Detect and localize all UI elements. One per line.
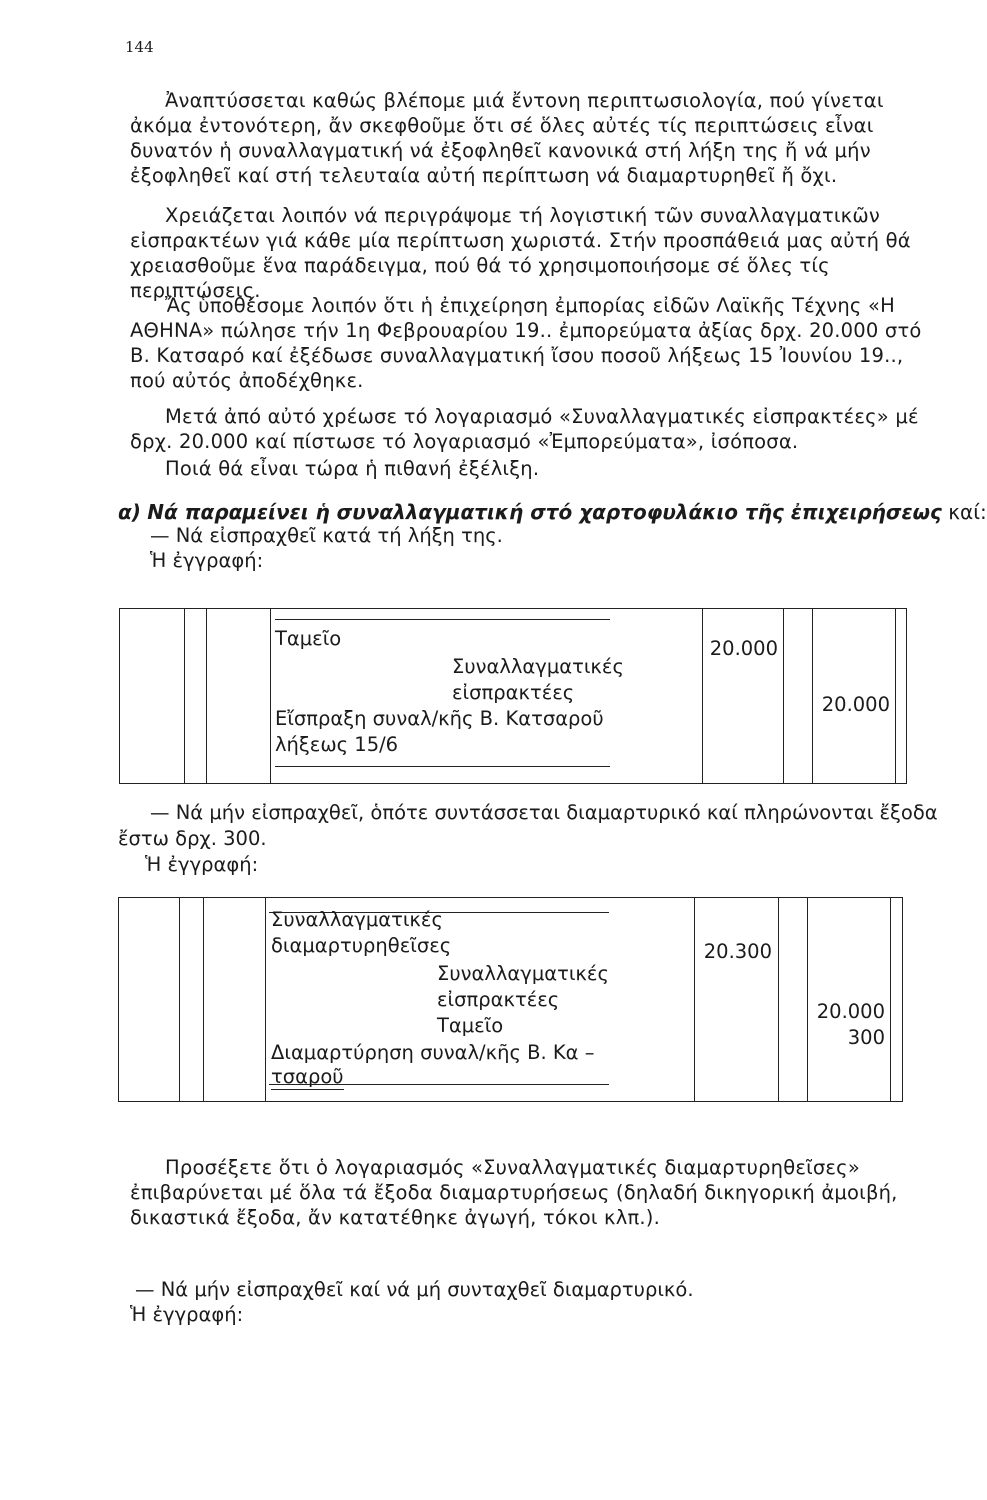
t2-narration-line1: Διαμαρτύρηση συναλ/κῆς Β. Κα – — [271, 1041, 595, 1064]
case-a-suffix: καί: — [941, 500, 987, 524]
paragraph-4: Μετά ἀπό αὐτό χρέωσε τό λογαριασμό «Συναλλαγματικές εἰσπρακτέες» μέ δρχ. 20.000 καί πίστωσε τό λογαριασμό «Ἐμπορεύματα», ἰσόποσα. — [130, 405, 919, 453]
t1-credit-account-line1: Συναλλαγματικές — [452, 655, 624, 678]
journal-entry-table-2 — [118, 897, 903, 1102]
journal-entry-table-1 — [119, 608, 907, 784]
case-a-heading — [118, 500, 987, 525]
case-a-sub1: — Νά εἰσπραχθεῖ κατά τή λήξη της. — [150, 524, 503, 547]
t1-narration-line1: Εἴσπραξη συναλ/κῆς Β. Κατσαροῦ — [275, 707, 604, 730]
t2-debit-amount: 20.300 — [703, 940, 772, 963]
entry-label-2: Ἡ ἐγγραφή: — [145, 853, 259, 876]
t2-debit-account-line1: Συναλλαγματικές — [271, 908, 443, 931]
t2-credit1-line2: εἰσπρακτέες — [437, 988, 560, 1011]
page-number: 144 — [125, 38, 154, 56]
case-a-title: Νά παραμείνει ἡ συναλλαγματική στό χαρτοφυλάκιο τῆς ἐπιχειρήσεως — [147, 500, 942, 524]
case-a-label: α) — [118, 500, 141, 524]
t1-credit-account-line2: εἰσπρακτέες — [452, 681, 575, 704]
t2-credit1-line1: Συναλλαγματικές — [437, 962, 609, 985]
t1-debit-amount: 20.000 — [709, 637, 778, 660]
paragraph-3: Ἄς ὑποθέσομε λοιπόν ὅτι ἡ ἐπιχείρηση ἐμπορίας εἰδῶν Λαϊκῆς Τέχνης «Η ΑΘΗΝΑ» πώλησε τήν 1η Φεβρουαρίου 19.. ἐμπορεύματα ἀξίας δρχ. 20.000 στό Β. Κατσαρό καί ἐξέδωσε συναλλαγματική ἴσου ποσοῦ λήξεως 15 Ἰουνίου 19.., πού αὐτός ἀποδέχθηκε. — [130, 294, 922, 392]
t2-credit-amount-1: 20.000 — [816, 1000, 885, 1023]
t2-credit2: Ταμεῖο — [437, 1014, 504, 1037]
paragraph-2: Χρειάζεται λοιπόν νά περιγράψομε τή λογιστική τῶν συναλλαγματικῶν εἰσπρακτέων γιά κάθε μία περίπτωση χωριστά. Στήν προσπάθειά μας αὐτή θά χρειασθοῦμε ἕνα παράδειγμα, πού θά τό χρησιμοποιήσομε σέ ὅλες τίς περιπτώσεις. — [130, 204, 911, 302]
paragraph-1: Ἀναπτύσσεται καθώς βλέπομε μιά ἔντονη περιπτωσιολογία, πού γίνεται ἀκόμα ἐντονότερη, ἄν σκεφθοῦμε ὅτι σέ ὅλες αὐτές τίς περιπτώσεις εἶναι δυνατόν ἡ συναλλαγματική νά ἐξοφληθεῖ κανονικά στή λήξη της ἤ νά μήν ἐξοφληθεῖ καί στή τελευταία αὐτή περίπτωση νά διαμαρτυρηθεῖ ἤ ὄχι. — [130, 89, 884, 187]
t2-narration-line2: τσαροῦ — [271, 1065, 344, 1088]
t1-narration-line2: λήξεως 15/6 — [275, 733, 399, 756]
paragraph-5: Ποιά θά εἶναι τώρα ἡ πιθανή ἐξέλιξη. — [165, 457, 540, 480]
note-paragraph: Προσέξετε ὅτι ὁ λογαριασμός «Συναλλαγματικές διαμαρτυρηθεῖσες» ἐπιβαρύνεται μέ ὅλα τά ἔξοδα διαμαρτυρήσεως (δηλαδή δικηγορική ἀμοιβή, δικαστικά ἔξοδα, ἄν κατατέθηκε ἀγωγή, τόκοι κλπ.). — [130, 1156, 898, 1229]
case-a-sub3: — Νά μήν εἰσπραχθεῖ καί νά μή συνταχθεῖ διαμαρτυρικό. — [135, 1278, 694, 1301]
t1-debit-account: Ταμεῖο — [275, 627, 342, 650]
t2-debit-account-line2: διαμαρτυρηθεῖσες — [271, 934, 452, 957]
t2-credit-amount-2: 300 — [847, 1026, 885, 1049]
case-a-sub2-line2: ἔστω δρχ. 300. — [118, 827, 267, 850]
entry-label-3: Ἡ ἐγγραφή: — [130, 1303, 244, 1326]
t1-credit-amount: 20.000 — [821, 693, 890, 716]
case-a-sub2-line1: — Νά μήν εἰσπραχθεῖ, ὁπότε συντάσσεται διαμαρτυρικό καί πληρώνονται ἔξοδα — [150, 801, 938, 824]
entry-label-1: Ἡ ἐγγραφή: — [150, 549, 264, 572]
